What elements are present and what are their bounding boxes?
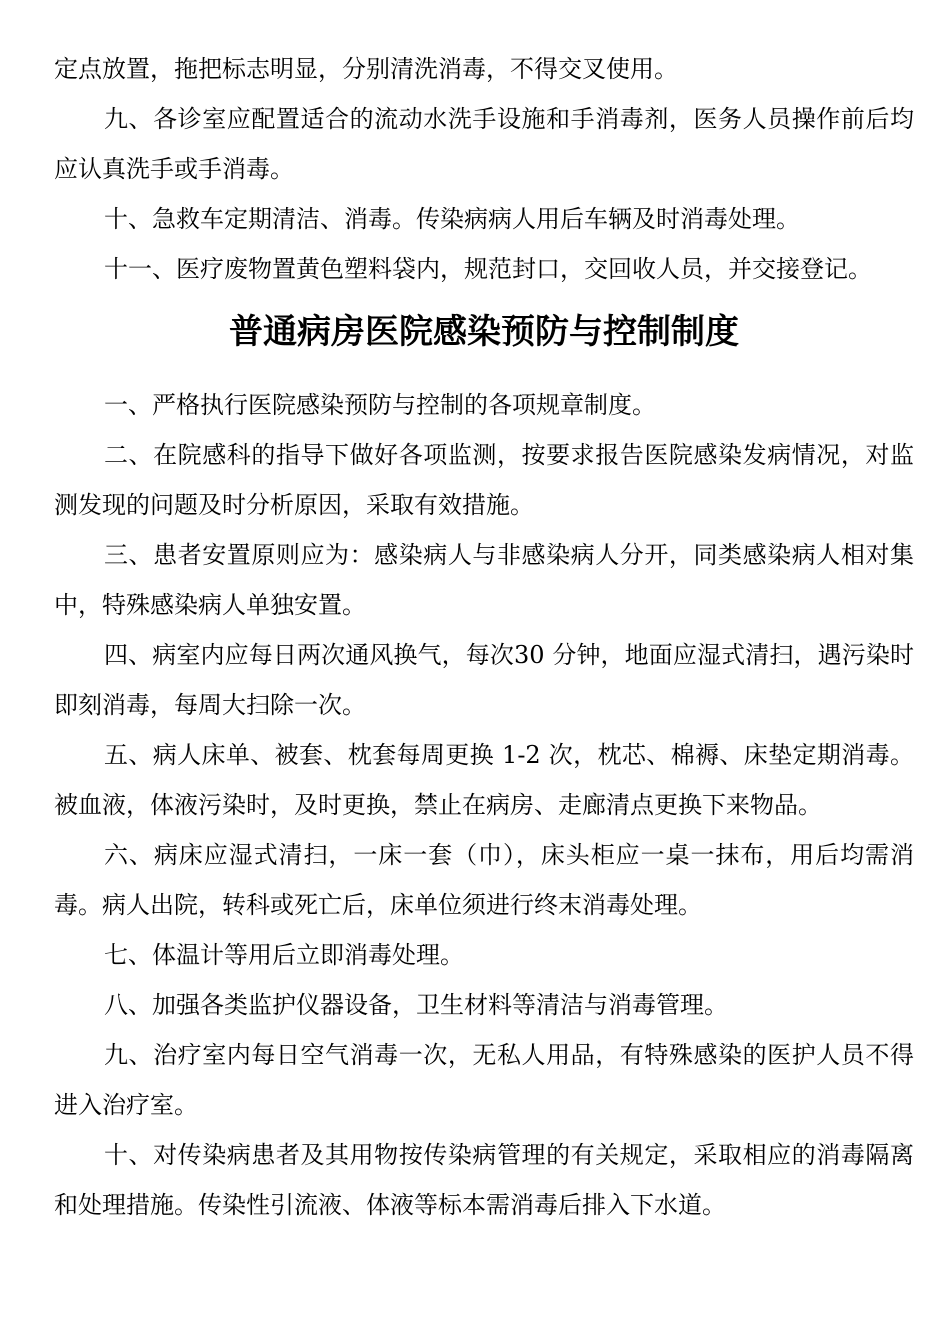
section-item-10: 十、对传染病患者及其用物按传染病管理的有关规定，采取相应的消毒隔离和处理措施。传染性引流液、体液等标本需消毒后排入下水道。 bbox=[54, 1141, 914, 1219]
section-item-3: 三、患者安置原则应为：感染病人与非感染病人分开，同类感染病人相对集中，特殊感染病人单独安置。 bbox=[54, 541, 914, 619]
prev-section-continuation: 定点放置，拖把标志明显，分别清洗消毒，不得交叉使用。 bbox=[54, 55, 678, 83]
section-item-2: 二、在院感科的指导下做好各项监测，按要求报告医院感染发病情况，对监测发现的问题及时分析原因，采取有效措施。 bbox=[54, 441, 914, 519]
section-item-1: 一、严格执行医院感染预防与控制的各项规章制度。 bbox=[104, 391, 656, 419]
prev-section-item-11: 十一、医疗废物置黄色塑料袋内，规范封口，交回收人员，并交接登记。 bbox=[104, 255, 872, 283]
section-item-9: 九、治疗室内每日空气消毒一次，无私人用品，有特殊感染的医护人员不得进入治疗室。 bbox=[54, 1041, 914, 1119]
prev-section-item-10: 十、急救车定期清洁、消毒。传染病病人用后车辆及时消毒处理。 bbox=[104, 205, 800, 233]
section-item-4: 四、病室内应每日两次通风换气，每次30 分钟，地面应湿式清扫，遇污染时即刻消毒，每周大扫除一次。 bbox=[54, 641, 914, 719]
section-item-5: 五、病人床单、被套、枕套每周更换 1-2 次，枕芯、棉褥、床垫定期消毒。被血液，体液污染时，及时更换，禁止在病房、走廊清点更换下来物品。 bbox=[54, 741, 914, 819]
section-item-7: 七、体温计等用后立即消毒处理。 bbox=[104, 941, 464, 969]
section-item-6: 六、病床应湿式清扫，一床一套（巾），床头柜应一桌一抹布，用后均需消毒。病人出院，转科或死亡后，床单位须进行终末消毒处理。 bbox=[54, 841, 914, 919]
prev-section-item-9: 九、各诊室应配置适合的流动水洗手设施和手消毒剂，医务人员操作前后均应认真洗手或手消毒。 bbox=[54, 105, 914, 183]
section-item-8: 八、加强各类监护仪器设备，卫生材料等清洁与消毒管理。 bbox=[104, 991, 728, 1019]
document-page bbox=[54, 44, 914, 1230]
section-title: 普通病房医院感染预防与控制制度 bbox=[229, 312, 739, 352]
